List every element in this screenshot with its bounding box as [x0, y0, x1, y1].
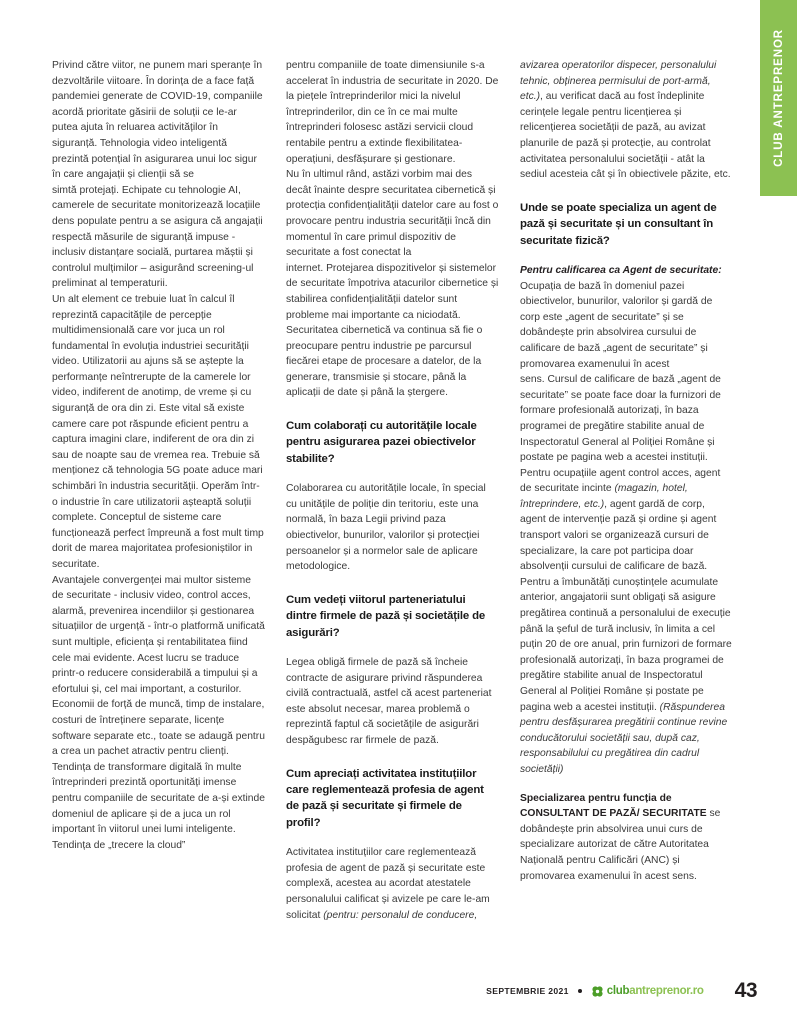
- text-run: , au verificat dacă au fost îndeplinite cerințele legale pentru licențierea și relicențierea societății de pază, au avizat planurile de pază și protecție, au controlat activitatea personalului societății - atât la sediul acesteia cât și în obiectivele păzite, etc.: [520, 91, 731, 181]
- article-columns: [52, 58, 745, 973]
- text-run: Activitatea instituțiilor care reglementează profesia de agent de pază și securitate este complexă, acestea au acordat atestatele personalului calificat și avizele pe care le-am solicitat: [286, 847, 490, 921]
- article-paragraph: [520, 372, 733, 777]
- article-paragraph: Legea obligă firmele de pază să încheie contracte de asigurare privind răspunderea civilă contractuală, astfel că acest parteneriat este absolut necesar, marea problemă o reprezintă faptul că societățile de asigurări despăgubesc rar firmele de pază.: [286, 657, 492, 747]
- article-paragraph: Nu în ultimul rând, astăzi vorbim mai des decât înainte despre securitatea cibernetică și protecția confidențialității datelor care au fost o provocare pentru industria securității încă din momentul în care primul dispozitiv de securitate a fost conectat la: [286, 169, 499, 259]
- brand-logo-text: [607, 985, 704, 997]
- text-run: (magazin, hotel, întreprindere, etc.): [520, 483, 688, 510]
- text-run: Specializarea pentru funcția de CONSULTANT DE PAZĂ/ SECURITATE: [520, 792, 707, 820]
- article-paragraph: internet. Protejarea dispozitivelor și sistemelor de securitate împotriva atacurilor cibernetice și stabilirea confidențialității datelor sunt probleme mai importante ca niciodată. Securitatea cibernetică va continua să fie o preocupare pentru industrie pe parcursul fiecărei etape de procesare a datelor, de la generare, transmisie și stocare, până la aplicații de date și până la ștergere.: [286, 262, 499, 399]
- section-heading: Cum colaborați cu autoritățile locale pentru asigurarea pazei obiectivelor stabilite?: [286, 420, 477, 465]
- brand-logo[interactable]: [591, 985, 704, 998]
- column-1: [52, 58, 265, 853]
- page-footer: [52, 974, 757, 1008]
- footer-separator-dot: [578, 989, 582, 993]
- text-run: Ocupația de bază în domeniul pazei obiectivelor, bunurilor, valorilor și gardă de corp este „agent de securitate” și se dobândește prin absolvirea cursului de calificare de bază „agent de securitate” și promovarea examenului în acest: [520, 280, 713, 370]
- section-heading: Cum vedeți viitorul parteneriatului dintre firmele de pază și societățile de asigurări?: [286, 593, 486, 639]
- footer-inner: [486, 979, 757, 1003]
- text-run: (Răspunderea pentru desfășurarea pregătirii continue revine conducătorului societății sau, după caz, responsabilului cu pregătirea din cadrul societății): [520, 701, 728, 775]
- article-paragraph: Privind către viitor, ne punem mari speranțe în dezvoltările viitoare. În dorința de a face față pandemiei generate de COVID-19, companiile acordă prioritate găsirii de soluții ce le-ar putea ajuta în reluarea activităților în siguranță. Tehnologia video inteligentă prezintă potențial în asigurarea unui loc sigur în care angajații și clienții să se: [52, 60, 263, 181]
- text-run: avizarea operatorilor dispecer, personalului tehnic, obținerea permisului de port-armă, etc.): [520, 60, 717, 103]
- article-paragraph: [520, 58, 733, 183]
- text-run: Pentru calificarea ca Agent de securitate:: [520, 264, 722, 276]
- clover-icon: [591, 985, 604, 998]
- article-paragraph: simtă protejați. Echipate cu tehnologie AI, camerele de securitate monitorizează locațiile dens populate pentru a se asigura că angajații respectă măsurile de siguranță impuse - inclusiv distanțare socială, purtarea măștii și controlul mulțimilor – asigurând screening-ul preliminat al temperaturii.: [52, 184, 263, 290]
- text-run: , agent gardă de corp, agent de intervenție pază și ordine și agent transport valori se organizează cursuri de specializare, la care pot participa doar absolvenții cursului de calificare de bază. Pentru a îmbunătăți cunoștințele acumulate anterior, angajatorii sunt obligați să asigure pregătirea continuă a personalului de execuție până la șeful de tură inclusiv, în limita a cel puțin 20 de ore anual, prin furnizori de formare profesională autorizați, în baza programei de pregătire stabilite anual de Inspectoratul General al Poliției Române și postate pe pagina web a acestei instituții.: [520, 498, 732, 713]
- brand-logo-antreprenor: antreprenor.ro: [629, 985, 704, 997]
- side-tab-label: CLUB ANTREPRENOR: [772, 29, 785, 167]
- article-paragraph: [286, 845, 499, 923]
- article-paragraph: Tendința de transformare digitală în multe întreprinderi prezintă oportunități imense pentru companiile de securitate de a-și extinde domeniul de aplicare și de a juca un rol important în viitorul unei lumi inteligente. Tendința de „trecere la cloud”: [52, 761, 265, 851]
- article-paragraph: pentru companiile de toate dimensiunile s-a accelerat în industria de securitate in 2020. De la piețele întreprinderilor mici la nivelul întreprinderilor, din ce în ce mai multe întreprinderi folosesc astăzi servicii cloud rentabile pentru a extinde flexibilitatea-operațiuni, desfășurare și gestionare.: [286, 60, 499, 165]
- article-paragraph: [520, 791, 733, 885]
- article-paragraph: [520, 263, 733, 372]
- brand-logo-club: club: [606, 985, 630, 997]
- text-run: se dobândește prin absolvirea unui curs de specializare autorizat de către Autoritatea Națională pentru Calificări (ANC) și promovarea examenului în acest sens.: [520, 808, 721, 882]
- text-run: (pentru: personalul de conducere,: [323, 909, 478, 921]
- article-paragraph: Avantajele convergenței mai multor sisteme de securitate - inclusiv video, control acces, alarmă, prevenirea incendiilor și gestionarea situațiilor de urgență - într-o platformă unificată sunt multiple, eficiența și rentabilitatea fiind cele mai evidente. Acest lucru se traduce printr-o reducere considerabilă a timpului și a efortului și, cel mai important, a costurilor. Economii de forță de muncă, timp de instalare, costuri de întreținere separate, licențe software separate etc., toate se adaugă pentru a crea un pachet atractiv pentru clienți.: [52, 574, 265, 758]
- text-run: sens. Cursul de calificare de bază „agent de securitate” se poate face doar la furnizori de formare profesională autorizați, în baza programei de pregătire stabilite anual de Inspectoratul General al Poliției Române și postate pe pagina web a acestei instituții. Pentru ocupațiile agent control acces, agent de securitate incinte: [520, 374, 721, 495]
- section-heading: Unde se poate specializa un agent de pază și securitate și un consultant în securitate fizică?: [520, 201, 717, 247]
- section-heading: Cum apreciați activitatea instituțiilor care reglementează profesia de agent de pază și securitate și firmele de profil?: [286, 767, 484, 829]
- article-paragraph: Colaborarea cu autoritățile locale, în special cu unitățile de poliție din teritoriu, este una normală, în baza Legii privind paza obiectivelor, bunurilor, valorilor și protecției persoanelor și a normelor sale de aplicare metodologice.: [286, 483, 486, 573]
- page-number: 43: [734, 979, 757, 1002]
- column-3: [520, 58, 733, 884]
- column-2: [286, 58, 499, 923]
- article-paragraph: Un alt element ce trebuie luat în calcul îl reprezintă capacitățile de percepție multidimensională care vor juca un rol fundamental în evoluția industriei securității video. Utilizatorii au ajuns să se aștepte la performanțe neîntrerupte de la camerele lor video, indiferent de anotimp, de vreme și cu siguranță de ora din zi. Este vital să existe camere care pot răspunde eficient pentru a captura imagini clare, indiferent de ora din zi sau de noapte sau de vremea rea. Trebuie să menționez că tehnologia 5G poate aduce mari schimbări în industria securității. Operăm într-o industrie în care utilizatorii așteaptă soluții complete. Conceptul de sisteme care funcționează perfect împreună a fost mult timp dorit de marea majoritatea profesioniștilor in securitate.: [52, 293, 264, 570]
- footer-issue-date: SEPTEMBRIE 2021: [486, 986, 569, 996]
